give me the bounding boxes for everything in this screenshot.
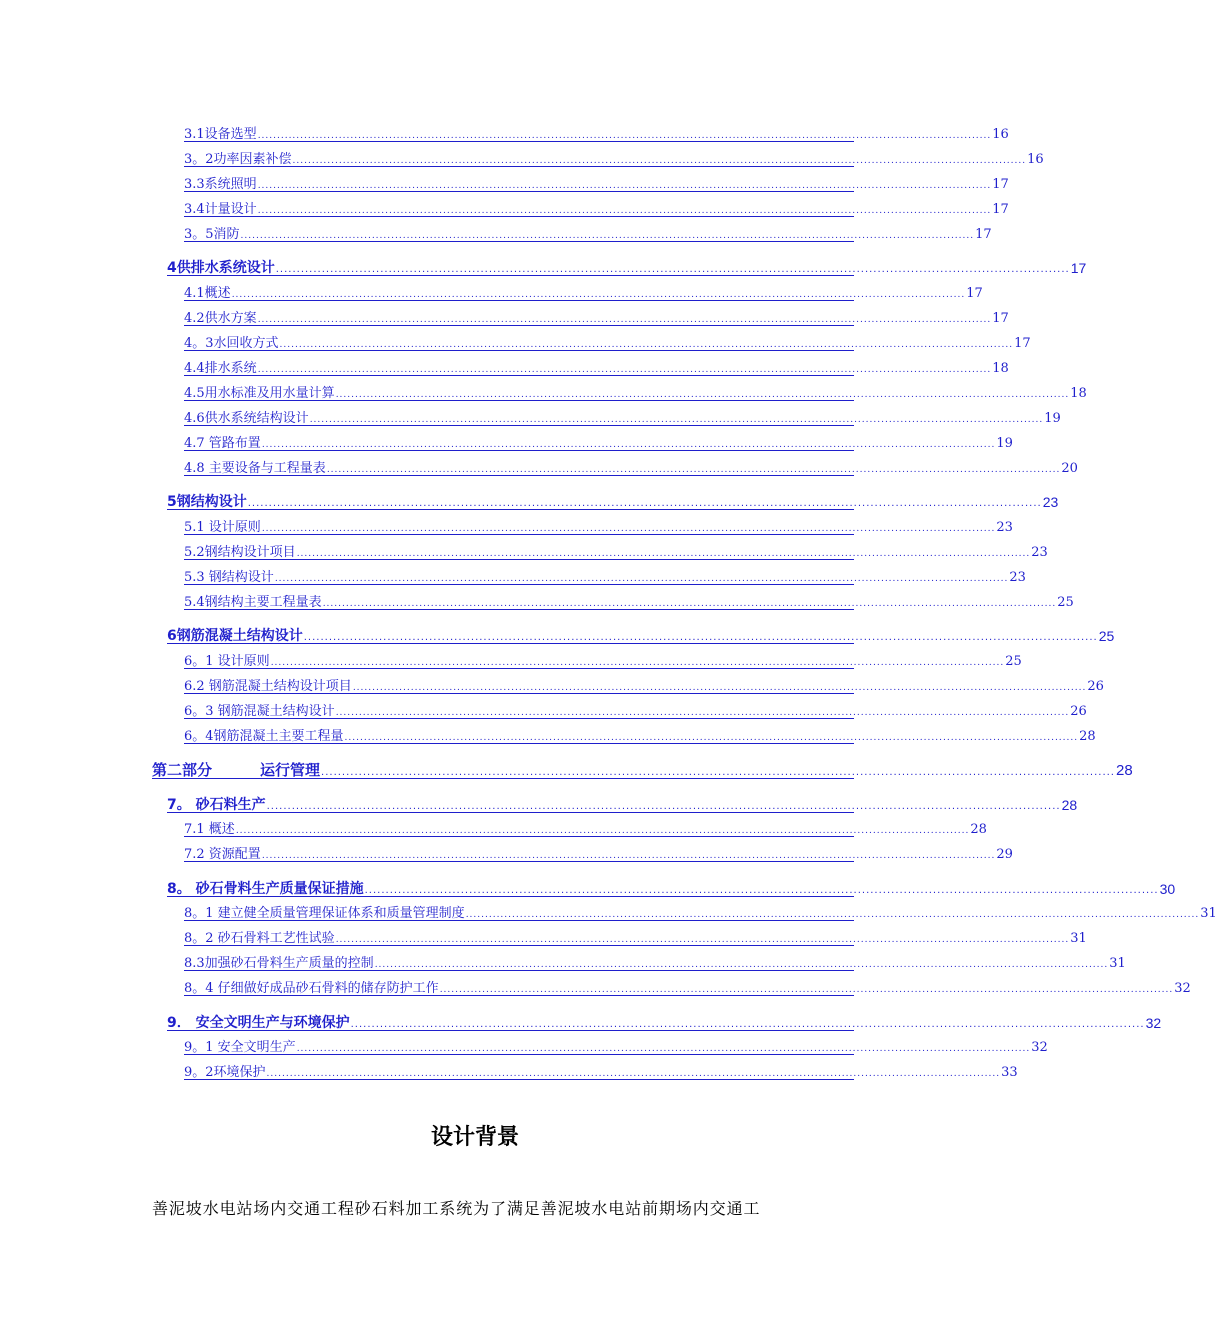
dot-leader: .............................................................................................................................................................................................. [257, 315, 992, 325]
dot-leader: .............................................................................................................................................................................................. [322, 599, 1057, 609]
dot-leader: .............................................................................................................................................................................................. [257, 206, 992, 216]
toc-entry-label: 4.4排水系统 [184, 361, 257, 376]
toc-entry-label: 6。4钢筋混凝土主要工程量 [184, 729, 344, 744]
dot-leader: .............................................................................................................................................................................................. [296, 549, 1031, 559]
dot-leader: .............................................................................................................................................................................................. [439, 985, 1174, 995]
toc-entry-label: 8.3加强砂石骨料生产质量的控制 [184, 956, 374, 971]
toc-entry-page: 28 [1061, 797, 1078, 813]
toc-part-title: 运行管理 [260, 761, 321, 779]
dot-leader: .............................................................................................................................................................................................. [261, 524, 996, 534]
toc-entry-label: 8。4 仔细做好成品砂石骨料的储存防护工作 [184, 981, 439, 996]
dot-leader: .............................................................................................................................................................................................. [275, 264, 1070, 275]
toc-entry-page: 20 [1061, 461, 1078, 476]
dot-leader: .............................................................................................................................................................................................. [261, 440, 996, 450]
dot-leader: .............................................................................................................................................................................................. [335, 390, 1070, 400]
toc-entry-page: 18 [1070, 386, 1087, 401]
toc-entry-6-4[interactable] [184, 729, 1096, 744]
dot-leader: .............................................................................................................................................................................................. [364, 885, 1159, 896]
toc-entry-page: 17 [1014, 336, 1031, 351]
toc-entry-page: 17 [992, 177, 1009, 192]
toc-entry-label: 3.3系统照明 [184, 177, 257, 192]
toc-entry-page: 17 [992, 202, 1009, 217]
toc-entry-label: 4.2供水方案 [184, 311, 257, 326]
toc-entry-6-2[interactable] [184, 679, 1104, 694]
toc-entry-label: 3.4计量设计 [184, 202, 257, 217]
toc-entry-label: 7.1 概述 [184, 822, 235, 837]
toc-entry-label: 5.3 钢结构设计 [184, 570, 274, 585]
dot-leader: .............................................................................................................................................................................................. [257, 365, 992, 375]
dot-leader: .............................................................................................................................................................................................. [344, 733, 1079, 743]
toc-entry-page: 29 [996, 847, 1013, 862]
dot-leader: .............................................................................................................................................................................................. [292, 156, 1027, 166]
toc-entry-3-3[interactable] [184, 177, 1009, 192]
toc-entry-label: 6.2 钢筋混凝土结构设计项目 [184, 679, 352, 694]
toc-entry-label: 8。1 建立健全质量管理保证体系和质量管理制度 [184, 906, 465, 921]
toc-entry-label: 3。2功率因素补偿 [184, 152, 292, 167]
toc-entry-label: 4.5用水标准及用水量计算 [184, 386, 335, 401]
toc-entry-page: 32 [1174, 981, 1191, 996]
toc-entry-page: 31 [1109, 956, 1126, 971]
dot-leader: .............................................................................................................................................................................................. [257, 131, 992, 141]
toc-entry-page: 23 [1031, 545, 1048, 560]
toc-entry-8-4[interactable] [184, 981, 1191, 996]
toc-part-2[interactable] [152, 761, 1133, 779]
toc-entry-page: 30 [1159, 881, 1176, 897]
toc-entry-3-2[interactable] [184, 152, 1044, 167]
dot-leader: .............................................................................................................................................................................................. [309, 415, 1044, 425]
toc-entry-label: 4.1概述 [184, 286, 231, 301]
dot-leader: .............................................................................................................................................................................................. [374, 960, 1109, 970]
toc-section-9[interactable] [167, 1015, 1162, 1031]
toc-entry-5-4[interactable] [184, 595, 1074, 610]
dot-leader: .............................................................................................................................................................................................. [296, 1044, 1031, 1054]
toc-entry-label: 4.7 管路布置 [184, 436, 261, 451]
toc-entry-3-5[interactable] [184, 227, 992, 242]
toc-part-label [152, 763, 320, 778]
toc-entry-4-4[interactable] [184, 361, 1009, 376]
toc-entry-page: 31 [1200, 906, 1217, 921]
toc-entry-page: 32 [1031, 1040, 1048, 1055]
toc-entry-page: 23 [1042, 494, 1059, 510]
toc-entry-6-3[interactable] [184, 704, 1087, 719]
toc-section-7[interactable] [167, 797, 1078, 813]
toc-entry-page: 28 [970, 822, 987, 837]
dot-leader: .............................................................................................................................................................................................. [231, 290, 966, 300]
toc-entry-page: 28 [1116, 762, 1133, 779]
toc-entry-4-8[interactable] [184, 461, 1078, 476]
toc-entry-9-1[interactable] [184, 1040, 1048, 1055]
toc-entry-8-3[interactable] [184, 956, 1126, 971]
toc-entry-label: 5.2钢结构设计项目 [184, 545, 296, 560]
dot-leader: .............................................................................................................................................................................................. [321, 767, 1115, 778]
toc-entry-page: 25 [1057, 595, 1074, 610]
toc-entry-page: 31 [1070, 931, 1087, 946]
dot-leader: .............................................................................................................................................................................................. [350, 1019, 1145, 1030]
dot-leader: .............................................................................................................................................................................................. [266, 1069, 1001, 1079]
toc-entry-8-2[interactable] [184, 931, 1087, 946]
toc-section-8[interactable] [167, 881, 1176, 897]
dot-leader: .............................................................................................................................................................................................. [352, 683, 1087, 693]
toc-entry-page: 19 [996, 436, 1013, 451]
toc-entry-page: 26 [1070, 704, 1087, 719]
toc-entry-label: 9。1 安全文明生产 [184, 1040, 296, 1055]
dot-leader: .............................................................................................................................................................................................. [261, 851, 996, 861]
toc-entry-page: 16 [992, 127, 1009, 142]
dot-leader: .............................................................................................................................................................................................. [279, 340, 1014, 350]
toc-entry-label: 7.2 资源配置 [184, 847, 261, 862]
toc-entry-7-1[interactable] [184, 822, 987, 837]
dot-leader: .............................................................................................................................................................................................. [270, 658, 1005, 668]
toc-entry-4-7[interactable] [184, 436, 1013, 451]
toc-entry-3-4[interactable] [184, 202, 1009, 217]
toc-entry-page: 26 [1087, 679, 1104, 694]
toc-entry-page: 16 [1027, 152, 1044, 167]
toc-entry-label: 6。1 设计原则 [184, 654, 270, 669]
toc-entry-label: 9． 安全文明生产与环境保护 [167, 1015, 350, 1031]
toc-entry-page: 17 [992, 311, 1009, 326]
dot-leader: .............................................................................................................................................................................................. [335, 708, 1070, 718]
toc-entry-page: 25 [1005, 654, 1022, 669]
toc-entry-label: 9。2环境保护 [184, 1065, 266, 1080]
toc-entry-page: 23 [1009, 570, 1026, 585]
toc-entry-5-1[interactable] [184, 520, 1013, 535]
toc-entry-label: 3.1设备选型 [184, 127, 257, 142]
toc-entry-label: 6钢筋混凝土结构设计 [167, 628, 303, 644]
dot-leader: .............................................................................................................................................................................................. [240, 231, 975, 241]
toc-entry-page: 33 [1001, 1065, 1018, 1080]
toc-entry-page: 28 [1079, 729, 1096, 744]
toc-entry-4-3[interactable] [184, 336, 1031, 351]
dot-leader: .............................................................................................................................................................................................. [303, 632, 1098, 643]
toc-entry-page: 17 [1070, 260, 1087, 276]
dot-leader: .............................................................................................................................................................................................. [465, 910, 1200, 920]
toc-entry-label: 7。 砂石料生产 [167, 797, 266, 813]
dot-leader: .............................................................................................................................................................................................. [235, 826, 970, 836]
toc-entry-label: 5.1 设计原则 [184, 520, 261, 535]
toc-entry-page: 25 [1098, 628, 1115, 644]
toc-entry-7-2[interactable] [184, 847, 1013, 862]
toc-entry-3-1[interactable] [184, 127, 1009, 142]
toc-entry-4-5[interactable] [184, 386, 1087, 401]
toc-entry-4-6[interactable] [184, 411, 1061, 426]
toc-entry-page: 17 [975, 227, 992, 242]
toc-entry-page: 17 [966, 286, 983, 301]
toc-section-5[interactable] [167, 494, 1059, 510]
body-paragraph: 善泥坡水电站场内交通工程砂石料加工系统为了满足善泥坡水电站前期场内交通工 [152, 1199, 761, 1218]
toc-entry-page: 18 [992, 361, 1009, 376]
toc-part-number: 第二部分 [152, 761, 213, 779]
toc-entry-4-1[interactable] [184, 286, 983, 301]
toc-entry-label: 5.4钢结构主要工程量表 [184, 595, 322, 610]
toc-entry-label: 6。3 钢筋混凝土结构设计 [184, 704, 335, 719]
toc-entry-page: 19 [1044, 411, 1061, 426]
dot-leader: .............................................................................................................................................................................................. [326, 465, 1061, 475]
toc-entry-4-2[interactable] [184, 311, 1009, 326]
toc-section-6[interactable] [167, 628, 1115, 644]
toc-section-4[interactable] [167, 260, 1087, 276]
toc-entry-6-1[interactable] [184, 654, 1022, 669]
dot-leader: .............................................................................................................................................................................................. [257, 181, 992, 191]
toc-entry-page: 23 [996, 520, 1013, 535]
toc-entry-5-3[interactable] [184, 570, 1026, 585]
toc-entry-label: 8。 砂石骨料生产质量保证措施 [167, 881, 364, 897]
dot-leader: .............................................................................................................................................................................................. [335, 935, 1070, 945]
toc-entry-label: 5钢结构设计 [167, 494, 247, 510]
toc-entry-label: 4。3水回收方式 [184, 336, 279, 351]
toc-entry-label: 4.8 主要设备与工程量表 [184, 461, 326, 476]
toc-entry-label: 8。2 砂石骨料工艺性试验 [184, 931, 335, 946]
dot-leader: .............................................................................................................................................................................................. [266, 801, 1061, 812]
toc-entry-9-2[interactable] [184, 1065, 1018, 1080]
toc-entry-label: 3。5消防 [184, 227, 240, 242]
toc-entry-page: 32 [1145, 1015, 1162, 1031]
toc-entry-label: 4.6供水系统结构设计 [184, 411, 309, 426]
section-heading: 设计背景 [430, 1125, 519, 1150]
toc-entry-5-2[interactable] [184, 545, 1048, 560]
dot-leader: .............................................................................................................................................................................................. [247, 498, 1042, 509]
dot-leader: .............................................................................................................................................................................................. [274, 574, 1009, 584]
toc-entry-8-1[interactable] [184, 906, 1217, 921]
toc-entry-label: 4供排水系统设计 [167, 260, 275, 276]
